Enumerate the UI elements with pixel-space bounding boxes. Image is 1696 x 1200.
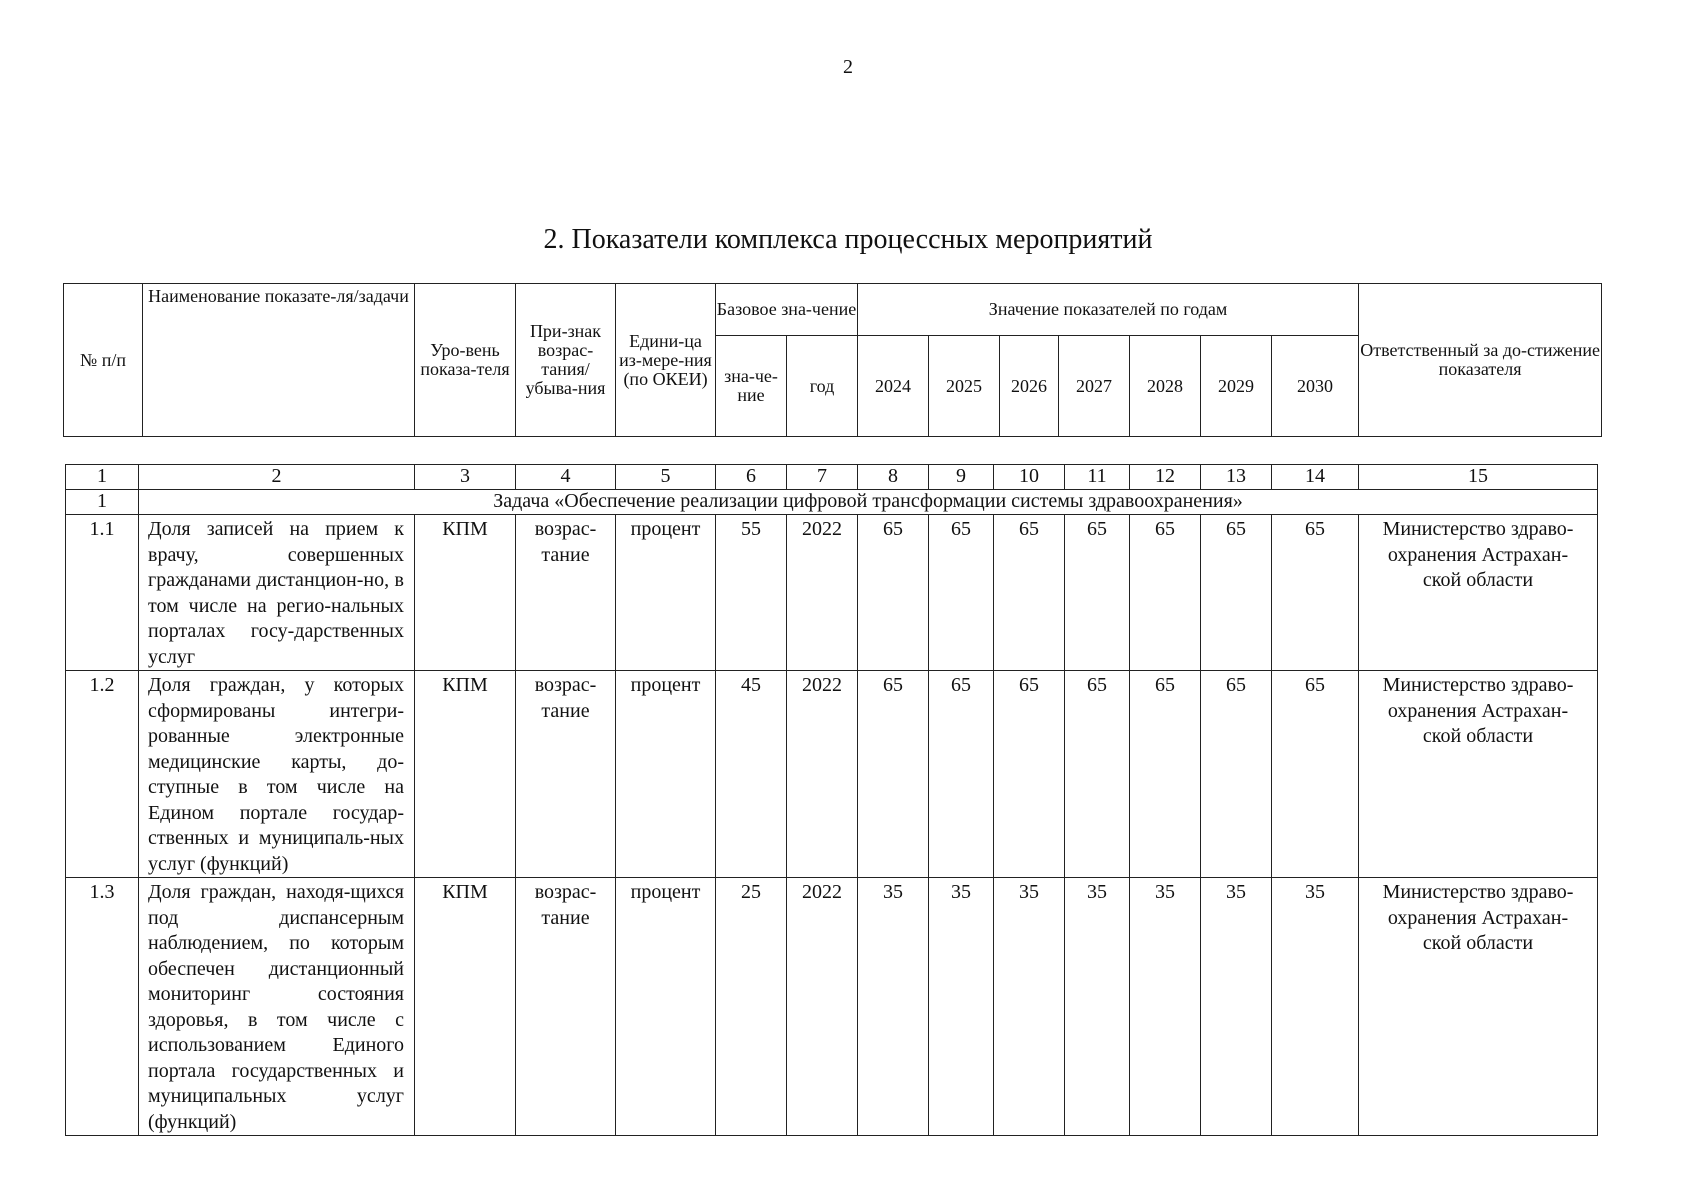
row-base-value: 45 [716, 671, 787, 878]
header-name: Наименование показате-ля/задачи [143, 284, 415, 437]
page-number: 2 [843, 56, 853, 78]
header-year-2027: 2027 [1059, 336, 1130, 437]
task-title: Задача «Обеспечение реализации цифровой трансформации системы здравоохранения» [139, 490, 1598, 515]
header-year-2024: 2024 [858, 336, 929, 437]
row-base-year: 2022 [787, 671, 858, 878]
column-number: 8 [858, 465, 929, 490]
header-year-2026: 2026 [1000, 336, 1059, 437]
task-row [66, 490, 1598, 515]
header-year-2029: 2029 [1201, 336, 1272, 437]
row-unit: процент [616, 515, 716, 671]
row-indicator-name: Доля граждан, у которых сформированы интегри-рованные электронные медицинские карты, до-ступные в том числе на Едином портале государ-ственных и муниципаль-ных услуг (функций) [139, 671, 415, 878]
row-value-2024: 35 [858, 878, 929, 1136]
column-number: 3 [415, 465, 516, 490]
row-value-2028: 65 [1130, 671, 1201, 878]
column-number: 9 [929, 465, 994, 490]
row-level: КПМ [415, 515, 516, 671]
row-indicator-name: Доля граждан, находя-щихся под диспансерным наблюдением, по которым обеспечен дистанционный мониторинг состояния здоровья, в том числе с использованием Единого портала государственных и муниципальных услуг (функций) [139, 878, 415, 1136]
row-base-value: 55 [716, 515, 787, 671]
row-base-year: 2022 [787, 515, 858, 671]
row-value-2026: 65 [994, 515, 1065, 671]
header-unit: Едини-ца из-мере-ния (по ОКЕИ) [616, 284, 716, 437]
header-year-2028: 2028 [1130, 336, 1201, 437]
header-num: № п/п [64, 284, 143, 437]
column-numbers-row [66, 465, 1598, 490]
row-value-2026: 65 [994, 671, 1065, 878]
header-year-2025: 2025 [929, 336, 1000, 437]
row-value-2029: 35 [1201, 878, 1272, 1136]
row-value-2028: 65 [1130, 515, 1201, 671]
column-number: 6 [716, 465, 787, 490]
header-responsible: Ответственный за до-стижение показателя [1359, 284, 1602, 437]
row-num: 1.1 [66, 515, 139, 671]
row-value-2029: 65 [1201, 671, 1272, 878]
row-responsible: Министерство здраво-охранения Астрахан-ской области [1359, 671, 1598, 878]
table-row [66, 671, 1598, 878]
row-value-2024: 65 [858, 515, 929, 671]
row-level: КПМ [415, 671, 516, 878]
row-value-2027: 65 [1065, 671, 1130, 878]
row-level: КПМ [415, 878, 516, 1136]
row-num: 1.2 [66, 671, 139, 878]
column-number: 11 [1065, 465, 1130, 490]
row-responsible: Министерство здраво-охранения Астрахан-ской области [1359, 515, 1598, 671]
row-value-2025: 65 [929, 515, 994, 671]
row-value-2030: 65 [1272, 515, 1359, 671]
row-responsible: Министерство здраво-охранения Астрахан-ской области [1359, 878, 1598, 1136]
row-value-2027: 65 [1065, 515, 1130, 671]
header-base-group: Базовое зна-чение [716, 284, 858, 336]
header-base-year: год [787, 336, 858, 437]
row-num: 1.3 [66, 878, 139, 1136]
row-value-2024: 65 [858, 671, 929, 878]
row-value-2026: 35 [994, 878, 1065, 1136]
header-level: Уро-вень показа-теля [415, 284, 516, 437]
column-number: 15 [1359, 465, 1598, 490]
row-value-2027: 35 [1065, 878, 1130, 1136]
header-year-2030: 2030 [1272, 336, 1359, 437]
row-trend: возрас-тание [516, 515, 616, 671]
row-value-2025: 65 [929, 671, 994, 878]
indicators-table [65, 464, 1598, 1136]
row-value-2025: 35 [929, 878, 994, 1136]
table-header [63, 283, 1602, 437]
row-trend: возрас-тание [516, 671, 616, 878]
row-base-year: 2022 [787, 878, 858, 1136]
column-number: 1 [66, 465, 139, 490]
table-row [66, 515, 1598, 671]
column-number: 7 [787, 465, 858, 490]
column-number: 12 [1130, 465, 1201, 490]
row-value-2029: 65 [1201, 515, 1272, 671]
column-number: 4 [516, 465, 616, 490]
header-trend: При-знак возрас-тания/ убыва-ния [516, 284, 616, 437]
row-value-2028: 35 [1130, 878, 1201, 1136]
header-years-group: Значение показателей по годам [858, 284, 1359, 336]
row-unit: процент [616, 878, 716, 1136]
row-trend: возрас-тание [516, 878, 616, 1136]
column-number: 13 [1201, 465, 1272, 490]
row-indicator-name: Доля записей на прием к врачу, совершенных гражданами дистанцион-но, в том числе на регио-нальных порталах госу-дарственных услуг [139, 515, 415, 671]
table-row [66, 878, 1598, 1136]
column-number: 10 [994, 465, 1065, 490]
column-number: 5 [616, 465, 716, 490]
header-base-value: зна-че-ние [716, 336, 787, 437]
document-title: 2. Показатели комплекса процессных мероприятий [543, 224, 1153, 255]
row-base-value: 25 [716, 878, 787, 1136]
column-number: 14 [1272, 465, 1359, 490]
row-unit: процент [616, 671, 716, 878]
task-number: 1 [66, 490, 139, 515]
column-number: 2 [139, 465, 415, 490]
row-value-2030: 35 [1272, 878, 1359, 1136]
row-value-2030: 65 [1272, 671, 1359, 878]
